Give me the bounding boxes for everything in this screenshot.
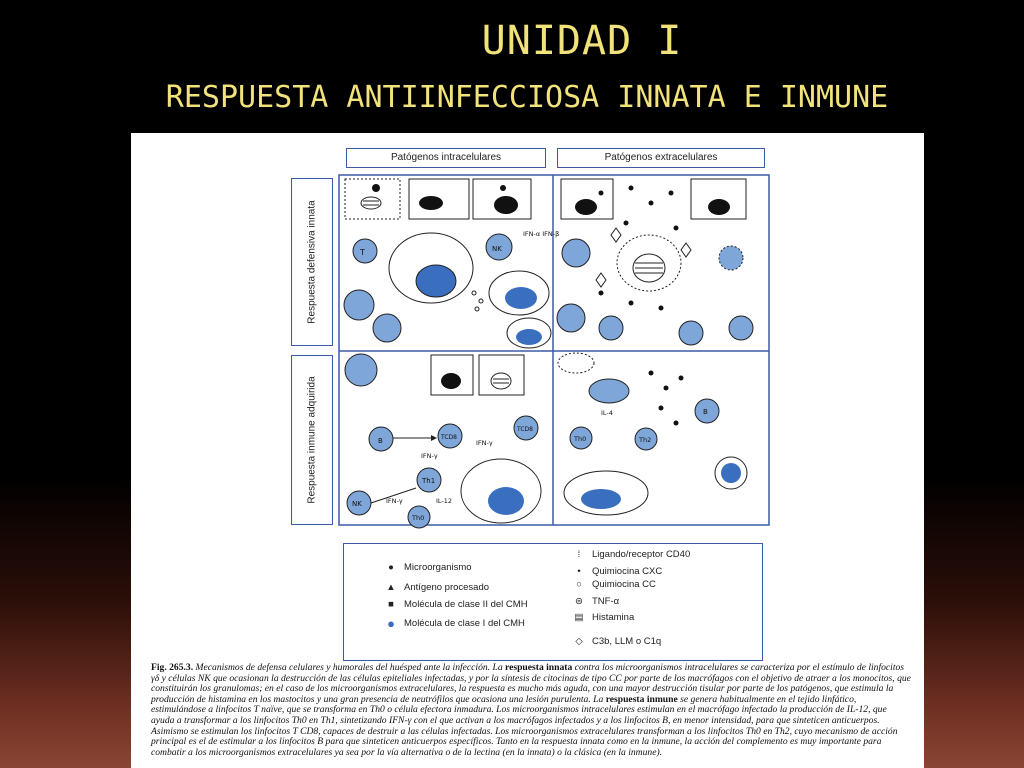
panel-innate-extracellular <box>557 179 753 345</box>
nucleus <box>708 199 730 215</box>
legend-label: Quimiocina CXC <box>592 566 663 577</box>
macrophage-nucleus <box>516 329 542 345</box>
legend-item <box>572 549 690 560</box>
label-ifn-ab: IFN-α IFN-β <box>523 230 560 238</box>
nucleus <box>491 373 511 389</box>
neutrophil <box>344 290 374 320</box>
nk-cell <box>353 239 377 263</box>
microorganism-icon <box>372 184 380 192</box>
caption-bold: respuesta innata <box>505 662 573 673</box>
chemokine-dot <box>472 291 476 295</box>
cd40-ligand-icon: ⁞ <box>577 549 581 560</box>
label-nk-3: NK <box>352 500 362 508</box>
legend-item <box>384 562 472 573</box>
class-i-molecule-icon: ● <box>387 616 395 631</box>
legend-label: C3b, LLM o C1q <box>592 636 662 647</box>
label-il12: IL-12 <box>436 497 453 505</box>
legend-item <box>384 582 489 593</box>
panel-adaptive-extracellular <box>558 353 747 515</box>
label-cd8-2: TCD8 <box>517 426 533 433</box>
neutrophil <box>599 316 623 340</box>
diagram-panels <box>131 133 924 533</box>
nucleus <box>361 197 381 209</box>
side-label-innate-text: Respuesta defensiva innata <box>306 200 318 324</box>
panel-innate-intracellular <box>344 179 559 348</box>
label-il4: IL-4 <box>601 409 613 417</box>
histamine-icon: ▤ <box>574 612 584 623</box>
figure-265-3 <box>131 133 924 768</box>
label-th0-2: Th0 <box>574 435 587 443</box>
microorganism-icon <box>500 185 506 191</box>
legend-label: Microorganismo <box>404 562 472 573</box>
macrophage-nucleus <box>416 265 456 297</box>
neutrophil <box>679 321 703 345</box>
macrophage-nucleus <box>581 489 621 509</box>
label-cd8-1: TCD8 <box>441 434 457 441</box>
label-nk-1: NK <box>492 245 502 253</box>
legend-label: Ligando/receptor CD40 <box>592 549 691 560</box>
legend-item <box>572 566 662 577</box>
complement-icon: ◇ <box>575 636 583 647</box>
neutrophil <box>719 246 743 270</box>
cxc-chemokine-icon: • <box>577 566 581 577</box>
legend-label: TNF-α <box>592 596 620 607</box>
slide-title: UNIDAD I <box>481 18 683 64</box>
nucleus <box>419 196 443 210</box>
chemokine-dot <box>475 307 479 311</box>
header-intracellular: Patógenos intracelulares <box>346 148 546 168</box>
label-th1: Th1 <box>422 477 436 485</box>
label-th0-1: Th0 <box>412 514 425 522</box>
macrophage-nucleus <box>505 287 537 309</box>
neutrophil <box>557 304 585 332</box>
legend-label: Molécula de clase II del CMH <box>404 599 528 610</box>
b-cell <box>589 379 629 403</box>
cc-chemokine-icon: ○ <box>576 579 582 590</box>
panel-grid <box>339 175 769 525</box>
legend-label: Histamina <box>592 612 635 623</box>
caption-text: se genera habitualmente en el tejido linfático, estimulándose a linfocitos T naïve, que se transforma en Th0 o célula efectora inmadura. Los microorganismos intracelulares estimulan en el macrófago infectado la producción de IL-12, que ayuda a transformar a los linfocitos Th0 en Th1, sintetizando IFN-γ con el que activan a los macrófagos infectados y a los linfocitos B, en menor intensidad, para que sinteticen anticuerpos. Asimismo se estimulan los linfocitos T CD8, capaces de destruir a las células infectadas. Los microorganismos extracelulares transforman a los linfocitos Th0 en Th2, cuyo mecanismo de acción principal es el de estimular a los linfocitos B para que sinteticen anticuerpos específicos. Tanto en la respuesta innata como en la inmune, la acción del complemento es muy importante para combatir a los microorganismos extracelulares ya sea por la vía alternativa o de la lectina (en la innata) o la clásica (en la inmune). <box>151 693 898 758</box>
slide-subtitle: RESPUESTA ANTIINFECCIOSA INNATA E INMUNE <box>165 80 889 115</box>
chemokine-dot <box>479 299 483 303</box>
header-extracellular: Patógenos extracelulares <box>557 148 765 168</box>
neutrophil <box>562 239 590 267</box>
panel-adaptive-intracellular <box>345 354 541 528</box>
label-ifn-g-1: IFN-γ <box>476 439 493 447</box>
legend-label: Antígeno procesado <box>404 582 490 593</box>
label-ifn-g-2: IFN-γ <box>421 452 438 460</box>
legend-item <box>384 599 528 610</box>
tnf-alpha-icon: ⊜ <box>575 596 583 607</box>
caption-text: Mecanismos de defensa celulares y humorales del huésped ante la infección. La <box>193 662 506 673</box>
label-b-1: B <box>378 437 383 445</box>
complement-icon <box>596 273 606 287</box>
macrophage <box>345 354 377 386</box>
neutrophil <box>373 314 401 342</box>
class-ii-molecule-icon: ■ <box>388 599 394 610</box>
legend-item <box>572 596 619 607</box>
nucleus <box>441 373 461 389</box>
legend-label: Quimiocina CC <box>592 579 656 590</box>
side-label-adaptive-text: Respuesta inmune adquirida <box>306 376 318 504</box>
legend-item <box>384 616 525 631</box>
neutrophil <box>729 316 753 340</box>
legend-label: Molécula de clase I del CMH <box>404 618 525 629</box>
mast-cell <box>558 353 594 373</box>
caption-text: contra los microorganismos intracelulares se caracteriza por el estímulo de linfocitos γδ y células NK que ocasionan la destrucción de las células epiteliales infectadas, y por la síntesis de citocinas de tipo CC por parte de los macrófagos con el objetivo de atraer a los monocitos, que constituirán los granulomas; en el caso de los microorganismos extracelulares, la respuesta es mucho más aguda, con una mayor destrucción tisular por parte de los patógenos, que estimula la producción de histamina en los mastocitos y una gran presencia de neutrófilos que ocasiona una lesión purulenta. La <box>151 662 911 705</box>
label-t: T <box>360 248 365 257</box>
complement-icon <box>681 243 691 257</box>
label-th2: Th2 <box>639 436 652 444</box>
label-b-2: B <box>703 408 708 416</box>
label-ifn-g-3: IFN-γ <box>386 497 403 505</box>
caption-bold: respuesta inmune <box>605 693 678 705</box>
microorganism-icon: ● <box>388 562 394 573</box>
legend-item <box>572 636 661 647</box>
legend-item <box>572 579 656 590</box>
processed-antigen-icon: ▲ <box>386 582 396 593</box>
figure-caption <box>151 663 911 758</box>
legend-box <box>343 543 763 661</box>
complement-icon <box>611 228 621 242</box>
legend-item <box>572 612 634 623</box>
nucleus <box>494 196 518 214</box>
macrophage-nucleus <box>488 487 524 515</box>
nucleus <box>575 199 597 215</box>
caption-fig-label: Fig. 265.3. <box>151 662 194 673</box>
